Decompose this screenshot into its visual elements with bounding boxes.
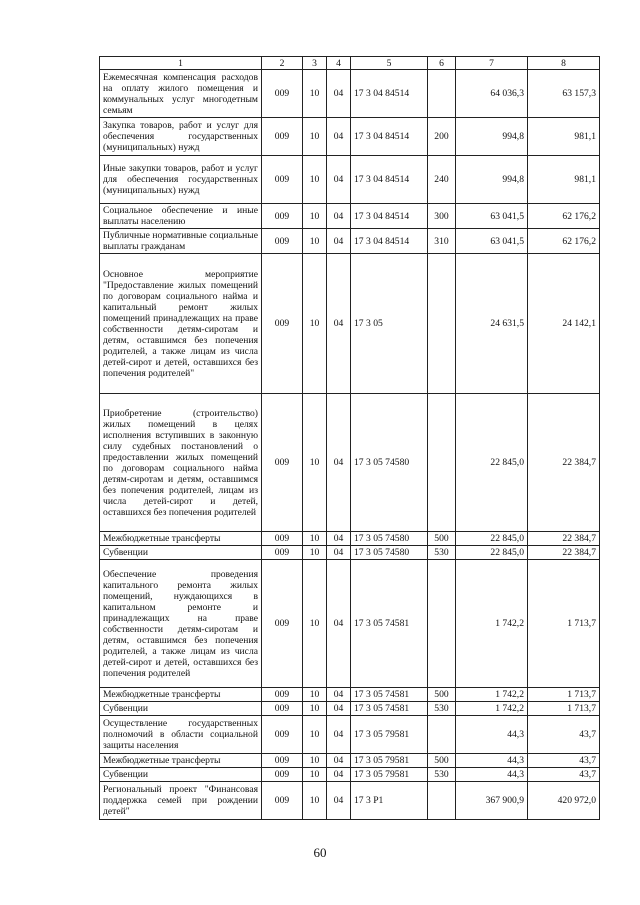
row-csr-cell: 17 3 P1 — [351, 782, 428, 820]
row-sum2-cell: 1 713,7 — [528, 560, 600, 688]
row-name-cell: Иные закупки товаров, работ и услуг для обеспечения государственных (муниципальных) нужд — [100, 156, 262, 204]
header-col-6: 6 — [428, 57, 456, 70]
row-rz-cell: 10 — [303, 118, 327, 156]
row-name-cell: Субвенции — [100, 702, 262, 716]
row-sum2-cell: 43,7 — [528, 754, 600, 768]
row-name-cell: Субвенции — [100, 546, 262, 560]
row-csr-cell: 17 3 05 79581 — [351, 768, 428, 782]
row-csr-cell: 17 3 04 84514 — [351, 229, 428, 254]
row-csr-cell: 17 3 04 84514 — [351, 118, 428, 156]
row-vr-cell: 530 — [428, 702, 456, 716]
row-pr-cell: 04 — [327, 768, 351, 782]
row-ved-cell: 009 — [262, 156, 303, 204]
row-sum1-cell: 1 742,2 — [456, 702, 528, 716]
row-name-cell: Публичные нормативные социальные выплаты гражданам — [100, 229, 262, 254]
row-rz-cell: 10 — [303, 229, 327, 254]
row-sum2-cell: 1 713,7 — [528, 688, 600, 702]
row-pr-cell: 04 — [327, 229, 351, 254]
table-header-row — [100, 57, 600, 70]
row-sum1-cell: 22 845,0 — [456, 546, 528, 560]
row-vr-cell: 530 — [428, 546, 456, 560]
table-row — [100, 229, 600, 254]
row-vr-cell: 500 — [428, 688, 456, 702]
row-ved-cell: 009 — [262, 70, 303, 118]
row-name-cell: Закупка товаров, работ и услуг для обеспечения государственных (муниципальных) нужд — [100, 118, 262, 156]
page-number: 60 — [313, 845, 327, 860]
row-name-cell: Основное мероприятие "Предоставление жилых помещений по договорам социального найма и капитальный ремонт жилых помещений принадлежащих на праве собственности детям-сиротам и детям, оставшимся без попечения родителей, а также лицам из числа детей-сирот и детей, оставшихся без попечения родителей" — [100, 254, 262, 394]
header-col-1: 1 — [100, 57, 262, 70]
table-row — [100, 204, 600, 229]
header-col-8: 8 — [528, 57, 600, 70]
row-ved-cell: 009 — [262, 118, 303, 156]
row-vr-cell: 310 — [428, 229, 456, 254]
row-sum1-cell: 44,3 — [456, 768, 528, 782]
table-row — [100, 688, 600, 702]
row-ved-cell: 009 — [262, 532, 303, 546]
row-rz-cell: 10 — [303, 768, 327, 782]
row-pr-cell: 04 — [327, 754, 351, 768]
row-vr-cell — [428, 716, 456, 754]
row-pr-cell: 04 — [327, 716, 351, 754]
row-ved-cell: 009 — [262, 546, 303, 560]
row-pr-cell: 04 — [327, 782, 351, 820]
row-ved-cell: 009 — [262, 754, 303, 768]
table-row — [100, 532, 600, 546]
row-sum1-cell: 994,8 — [456, 118, 528, 156]
row-sum2-cell: 1 713,7 — [528, 702, 600, 716]
header-col-7: 7 — [456, 57, 528, 70]
row-pr-cell: 04 — [327, 560, 351, 688]
row-rz-cell: 10 — [303, 394, 327, 532]
table-row — [100, 254, 600, 394]
row-name-cell: Межбюджетные трансферты — [100, 532, 262, 546]
row-sum2-cell: 420 972,0 — [528, 782, 600, 820]
row-csr-cell: 17 3 04 84514 — [351, 204, 428, 229]
row-pr-cell: 04 — [327, 254, 351, 394]
header-col-3: 3 — [303, 57, 327, 70]
row-vr-cell — [428, 782, 456, 820]
row-vr-cell: 500 — [428, 754, 456, 768]
row-sum2-cell: 43,7 — [528, 716, 600, 754]
row-rz-cell: 10 — [303, 716, 327, 754]
row-sum1-cell: 63 041,5 — [456, 229, 528, 254]
row-name-cell: Субвенции — [100, 768, 262, 782]
row-sum1-cell: 1 742,2 — [456, 560, 528, 688]
row-ved-cell: 009 — [262, 254, 303, 394]
row-csr-cell: 17 3 05 74581 — [351, 688, 428, 702]
row-sum2-cell: 981,1 — [528, 118, 600, 156]
row-vr-cell: 200 — [428, 118, 456, 156]
header-col-4: 4 — [327, 57, 351, 70]
row-sum1-cell: 63 041,5 — [456, 204, 528, 229]
row-pr-cell: 04 — [327, 118, 351, 156]
row-vr-cell: 300 — [428, 204, 456, 229]
row-csr-cell: 17 3 05 74580 — [351, 394, 428, 532]
row-rz-cell: 10 — [303, 782, 327, 820]
row-sum2-cell: 22 384,7 — [528, 532, 600, 546]
row-sum2-cell: 62 176,2 — [528, 204, 600, 229]
table-row — [100, 546, 600, 560]
row-name-cell: Ежемесячная компенсация расходов на оплату жилого помещения и коммунальных услуг многодетным семьям — [100, 70, 262, 118]
row-csr-cell: 17 3 05 79581 — [351, 716, 428, 754]
row-sum1-cell: 22 845,0 — [456, 394, 528, 532]
row-csr-cell: 17 3 05 — [351, 254, 428, 394]
table-row — [100, 716, 600, 754]
row-csr-cell: 17 3 05 74581 — [351, 560, 428, 688]
row-csr-cell: 17 3 04 84514 — [351, 70, 428, 118]
row-vr-cell: 530 — [428, 768, 456, 782]
row-rz-cell: 10 — [303, 70, 327, 118]
row-sum1-cell: 44,3 — [456, 754, 528, 768]
budget-table — [99, 56, 600, 820]
row-ved-cell: 009 — [262, 394, 303, 532]
table-row — [100, 70, 600, 118]
table-row — [100, 156, 600, 204]
row-vr-cell — [428, 560, 456, 688]
row-sum2-cell: 62 176,2 — [528, 229, 600, 254]
row-ved-cell: 009 — [262, 204, 303, 229]
row-csr-cell: 17 3 04 84514 — [351, 156, 428, 204]
row-ved-cell: 009 — [262, 782, 303, 820]
row-sum1-cell: 367 900,9 — [456, 782, 528, 820]
table-row — [100, 118, 600, 156]
row-csr-cell: 17 3 05 74580 — [351, 546, 428, 560]
row-sum2-cell: 981,1 — [528, 156, 600, 204]
row-name-cell: Осуществление государственных полномочий в области социальной защиты населения — [100, 716, 262, 754]
row-sum1-cell: 44,3 — [456, 716, 528, 754]
row-vr-cell — [428, 70, 456, 118]
row-csr-cell: 17 3 05 74580 — [351, 532, 428, 546]
row-ved-cell: 009 — [262, 560, 303, 688]
row-sum1-cell: 22 845,0 — [456, 532, 528, 546]
row-vr-cell: 500 — [428, 532, 456, 546]
header-col-2: 2 — [262, 57, 303, 70]
row-name-cell: Межбюджетные трансферты — [100, 754, 262, 768]
row-pr-cell: 04 — [327, 688, 351, 702]
row-ved-cell: 009 — [262, 688, 303, 702]
row-sum2-cell: 22 384,7 — [528, 546, 600, 560]
table-row — [100, 782, 600, 820]
table-row — [100, 394, 600, 532]
row-pr-cell: 04 — [327, 546, 351, 560]
row-rz-cell: 10 — [303, 156, 327, 204]
row-pr-cell: 04 — [327, 204, 351, 229]
row-sum2-cell: 22 384,7 — [528, 394, 600, 532]
row-pr-cell: 04 — [327, 394, 351, 532]
row-name-cell: Межбюджетные трансферты — [100, 688, 262, 702]
row-ved-cell: 009 — [262, 229, 303, 254]
row-vr-cell — [428, 394, 456, 532]
row-name-cell: Региональный проект "Финансовая поддержка семей при рождении детей" — [100, 782, 262, 820]
row-csr-cell: 17 3 05 74581 — [351, 702, 428, 716]
row-rz-cell: 10 — [303, 204, 327, 229]
row-rz-cell: 10 — [303, 254, 327, 394]
row-rz-cell: 10 — [303, 754, 327, 768]
row-sum2-cell: 43,7 — [528, 768, 600, 782]
row-name-cell: Приобретение (строительство) жилых помещений в целях исполнения вступивших в законную силу судебных постановлений о предоставлении жилых помещений по договорам социального найма детям-сиротам и детям, оставшимся без попечения родителей, лицам из числа детей-сирот и детей, оставшихся без попечения родителей — [100, 394, 262, 532]
row-sum1-cell: 64 036,3 — [456, 70, 528, 118]
row-pr-cell: 04 — [327, 702, 351, 716]
row-sum2-cell: 63 157,3 — [528, 70, 600, 118]
row-ved-cell: 009 — [262, 768, 303, 782]
row-rz-cell: 10 — [303, 688, 327, 702]
row-ved-cell: 009 — [262, 702, 303, 716]
row-pr-cell: 04 — [327, 70, 351, 118]
row-rz-cell: 10 — [303, 546, 327, 560]
row-csr-cell: 17 3 05 79581 — [351, 754, 428, 768]
table-row — [100, 560, 600, 688]
table-row — [100, 754, 600, 768]
row-ved-cell: 009 — [262, 716, 303, 754]
row-rz-cell: 10 — [303, 560, 327, 688]
table-row — [100, 702, 600, 716]
row-vr-cell — [428, 254, 456, 394]
row-sum2-cell: 24 142,1 — [528, 254, 600, 394]
row-rz-cell: 10 — [303, 532, 327, 546]
row-name-cell: Социальное обеспечение и иные выплаты населению — [100, 204, 262, 229]
row-sum1-cell: 24 631,5 — [456, 254, 528, 394]
table-row — [100, 768, 600, 782]
row-sum1-cell: 1 742,2 — [456, 688, 528, 702]
row-rz-cell: 10 — [303, 702, 327, 716]
row-vr-cell: 240 — [428, 156, 456, 204]
header-col-5: 5 — [351, 57, 428, 70]
row-pr-cell: 04 — [327, 532, 351, 546]
row-name-cell: Обеспечение проведения капитального ремонта жилых помещений, нуждающихся в капитальном ремонте и принадлежащих на праве собственности детям-сиротам и детям, оставшимся без попечения родителей, а также лицам из числа детей-сирот и детей, оставшихся без попечения родителей — [100, 560, 262, 688]
row-sum1-cell: 994,8 — [456, 156, 528, 204]
row-pr-cell: 04 — [327, 156, 351, 204]
